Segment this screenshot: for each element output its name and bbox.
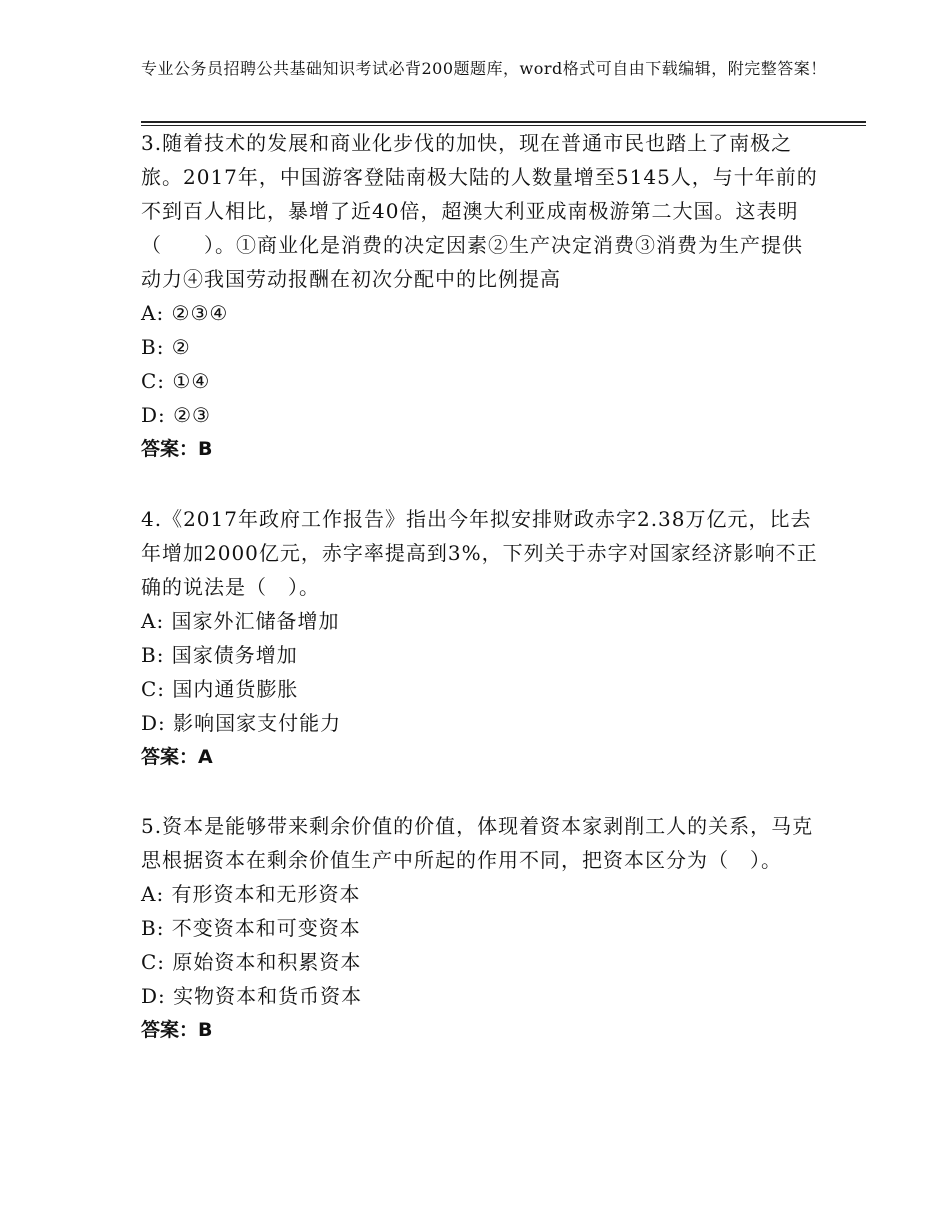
option-d: D: 影响国家支付能力 <box>141 711 342 735</box>
option-b: B: ② <box>141 335 191 359</box>
option-b: B: 不变资本和可变资本 <box>141 916 361 940</box>
answer-label: 答案：B <box>141 1019 213 1041</box>
option-b: B: 国家债务增加 <box>141 643 298 667</box>
question-stem: 5.资本是能够带来剩余价值的价值，体现着资本家剥削工人的关系，马克思根据资本在剩余价值生产中所起的作用不同，把资本区分为（ ）。 <box>141 814 814 872</box>
option-c: C: ①④ <box>141 369 211 393</box>
option-a: A: 国家外汇储备增加 <box>141 609 340 633</box>
answer-label: 答案：A <box>141 746 213 768</box>
option-d: D: ②③ <box>141 403 211 427</box>
question-stem: 4.《2017年政府工作报告》指出今年拟安排财政赤字2.38万亿元，比去年增加2000亿元，赤字率提高到3%，下列关于赤字对国家经济影响不正确的说法是（ ）。 <box>141 507 818 599</box>
option-a: A: 有形资本和无形资本 <box>141 882 361 906</box>
option-a: A: ②③④ <box>141 301 229 325</box>
answer-label: 答案：B <box>141 438 213 460</box>
question-stem: 3.随着技术的发展和商业化步伐的加快，现在普通市民也踏上了南极之旅。2017年，中国游客登陆南极大陆的人数量增至5145人，与十年前的不到百人相比，暴增了近40倍，超澳大利亚成南极游第二大国。这表明（ ）。①商业化是消费的决定因素②生产决定消费③消费为生产提供动力④我国劳动报酬在初次分配中的比例提高 <box>141 131 818 291</box>
option-d: D: 实物资本和货币资本 <box>141 984 363 1008</box>
document-header: 专业公务员招聘公共基础知识考试必背200题题库，word格式可自由下载编辑，附完整答案！ <box>141 59 827 78</box>
option-c: C: 原始资本和积累资本 <box>141 950 362 974</box>
question-3 <box>141 126 821 466</box>
question-5 <box>141 809 821 1047</box>
option-c: C: 国内通货膨胀 <box>141 677 299 701</box>
header-rule-thick <box>141 121 866 123</box>
question-4 <box>141 502 821 774</box>
